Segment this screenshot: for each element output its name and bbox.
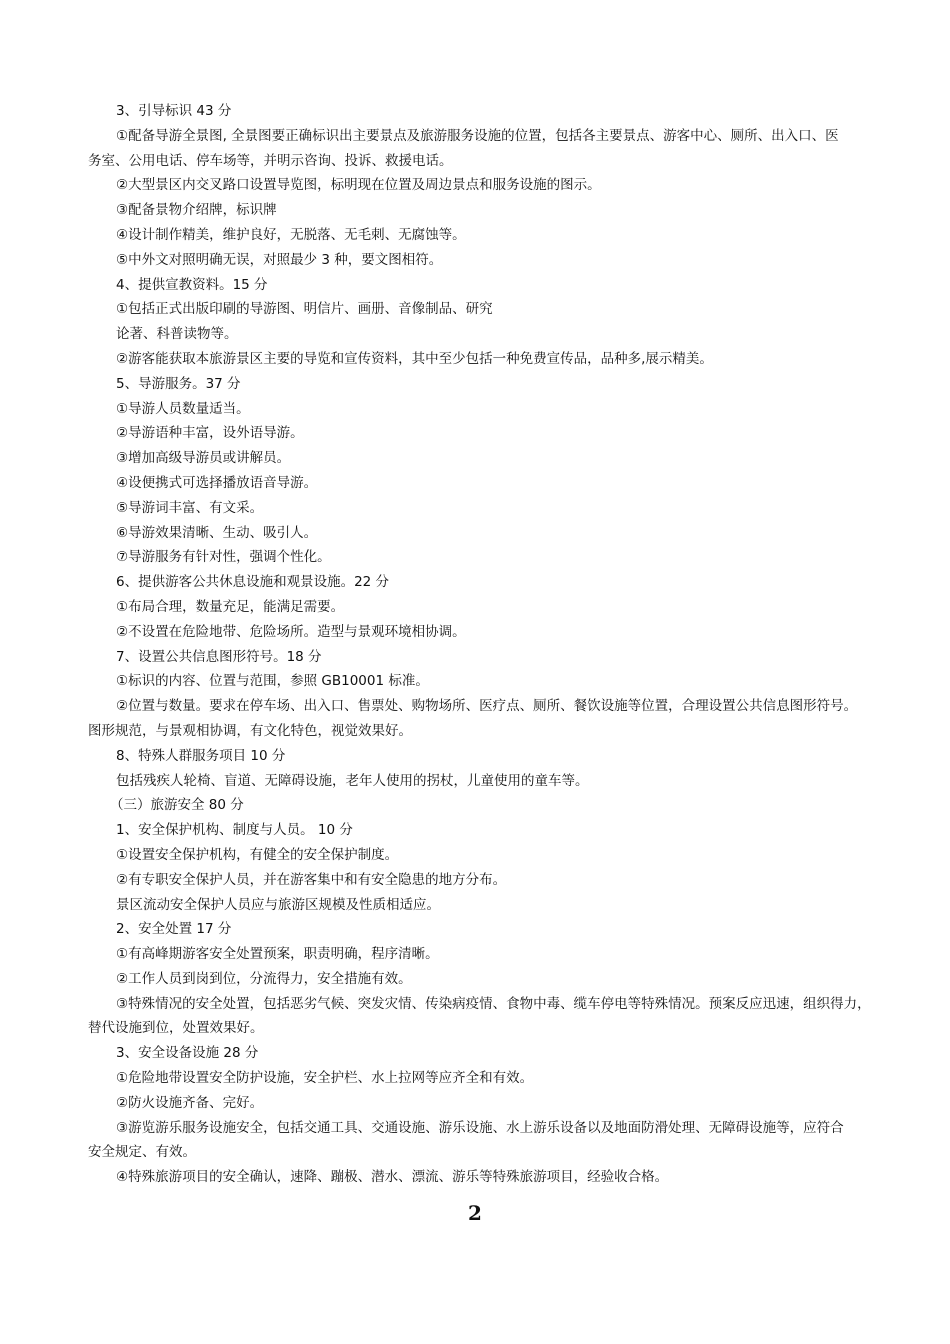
text-line: ③游览游乐服务设施安全，包括交通工具、交通设施、游乐设施、水上游乐设备以及地面防滑处理、无障碍设施等，应符合 [116,1119,844,1136]
section-heading-education-materials: 4、提供宣教资料。15 分 [116,276,268,293]
text-line: ①配备导游全景图, 全景图要正确标识出主要景点及旅游服务设施的位置，包括各主要景点、游客中心、厕所、出入口、医 [116,127,839,144]
text-line: ②有专职安全保护人员，并在游客集中和有安全隐患的地方分布。 [116,871,507,888]
text-line: ②防火设施齐备、完好。 [116,1094,264,1111]
text-line: ①设置安全保护机构，有健全的安全保护制度。 [116,846,399,863]
text-line: ⑤导游词丰富、有文采。 [116,499,264,516]
section-heading-safety-equipment: 3、安全设备设施 28 分 [116,1045,259,1062]
text-line: ①标识的内容、位置与范围，参照 GB10001 标准。 [116,673,429,690]
section-heading-guide-signs: 3、引导标识 43 分 [116,103,232,119]
text-line: ⑥导游效果清晰、生动、吸引人。 [116,524,318,541]
text-line: ①有高峰期游客安全处置预案，职责明确，程序清晰。 [116,946,439,963]
text-line: 包括残疾人轮椅、盲道、无障碍设施，老年人使用的拐杖，儿童使用的童车等。 [116,772,589,789]
document-body [88,99,870,1190]
text-line: ④特殊旅游项目的安全确认，速降、蹦极、潜水、漂流、游乐等特殊旅游项目，经验收合格。 [116,1169,669,1186]
text-line: ②导游语种丰富，设外语导游。 [116,425,304,442]
section-heading-guide-service: 5、导游服务。37 分 [116,375,241,392]
text-line: ③增加高级导游员或讲解员。 [116,450,291,467]
text-line: ①导游人员数量适当。 [116,400,250,417]
section-heading-public-symbols: 7、设置公共信息图形符号。18 分 [116,648,322,665]
text-line: ②不设置在危险地带、危险场所。造型与景观环境相协调。 [116,623,466,640]
section-heading-rest-facilities: 6、提供游客公共休息设施和观景设施。22 分 [116,574,390,591]
text-line: 替代设施到位，处置效果好。 [88,1020,264,1037]
text-line: ①包括正式出版印刷的导游图、明信片、画册、音像制品、研究 [116,301,493,318]
section-heading-safety-organization: 1、安全保护机构、制度与人员。 10 分 [116,822,353,839]
text-line: ⑦导游服务有针对性，强调个性化。 [116,549,331,566]
text-line: 安全规定、有效。 [88,1144,196,1161]
text-line: ③特殊情况的安全处置，包括恶劣气候、突发灾情、传染病疫情、食物中毒、缆车停电等特殊情况。预案反应迅速，组织得力， [116,995,871,1012]
text-line: ⑤中外文对照明确无误，对照最少 3 种，要文图相符。 [116,251,443,268]
text-line: ②大型景区内交叉路口设置导览图，标明现在位置及周边景点和服务设施的图示。 [116,177,601,194]
section-heading-special-groups: 8、特殊人群服务项目 10 分 [116,747,286,764]
text-line: ④设便携式可选择播放语音导游。 [116,474,318,491]
section-heading-tourism-safety: （三）旅游安全 80 分 [110,797,244,814]
text-line: ②位置与数量。要求在停车场、出入口、售票处、购物场所、医疗点、厕所、餐饮设施等位置，合理设置公共信息图形符号。 [116,698,858,715]
text-line: 务室、公用电话、停车场等，并明示咨询、投诉、救援电话。 [88,152,453,169]
text-line: ④设计制作精美，维护良好，无脱落、无毛刺、无腐蚀等。 [116,226,466,243]
text-line: ①危险地带设置安全防护设施，安全护栏、水上拉网等应齐全和有效。 [116,1070,534,1087]
text-line: ②游客能获取本旅游景区主要的导览和宣传资料，其中至少包括一种免费宣传品，品种多,展示精美。 [116,350,713,367]
text-line: ②工作人员到岗到位，分流得力，安全措施有效。 [116,970,412,987]
text-line: 论著、科普读物等。 [116,326,238,343]
text-line: ①布局合理，数量充足，能满足需要。 [116,598,345,615]
page-number: 2 [468,1201,482,1225]
section-heading-safety-handling: 2、安全处置 17 分 [116,921,232,938]
text-line: 景区流动安全保护人员应与旅游区规模及性质相适应。 [116,896,440,913]
text-line: 图形规范，与景观相协调，有文化特色，视觉效果好。 [88,722,412,739]
text-line: ③配备景物介绍牌，标识牌 [116,202,277,219]
